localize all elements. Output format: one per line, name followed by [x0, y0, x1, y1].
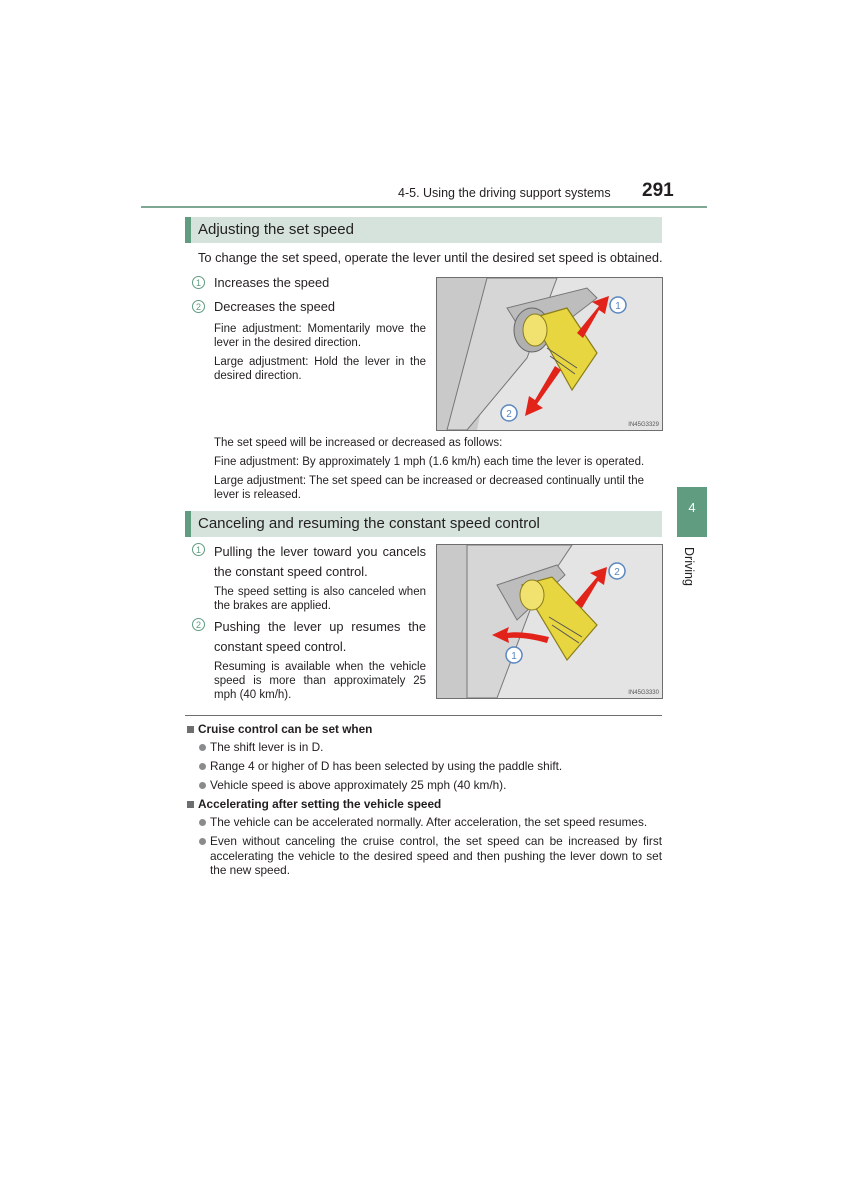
bullet-increase-set-speed: Even without canceling the cruise control, the set speed can be increased by first accelerating the vehicle to the desired speed and then pushing the lever down to set the new speed.	[210, 834, 662, 877]
section-heading-cancel-resume: Canceling and resuming the constant speed control	[185, 511, 662, 537]
bullet-vehicle-speed: Vehicle speed is above approximately 25 mph (40 km/h).	[210, 778, 507, 792]
step-text-resume: Pushing the lever up resumes the constant speed control.	[214, 619, 426, 654]
info-heading-accelerating: Accelerating after setting the vehicle speed	[198, 797, 442, 811]
info-square-icon	[187, 801, 194, 808]
callout-1-adjust: 1	[615, 301, 621, 312]
after-text-intro: The set speed will be increased or decreased as follows:	[214, 437, 503, 449]
bullet-accelerate-normally: The vehicle can be accelerated normally. After acceleration, the set speed resumes.	[210, 815, 648, 829]
callout-2-adjust: 2	[506, 409, 512, 420]
bullet-shift-lever: The shift lever is in D.	[210, 740, 324, 754]
after-text-fine: Fine adjustment: By approximately 1 mph (1.6 km/h) each time the lever is operated.	[214, 456, 645, 468]
image-code-1: IN45G3329	[628, 422, 659, 428]
header-rule	[141, 206, 707, 208]
section-heading-adjust: Adjusting the set speed	[185, 217, 662, 243]
page-number: 291	[642, 180, 674, 201]
chapter-label-text: Driving	[682, 547, 696, 586]
callout-2-cancel: 2	[614, 567, 620, 578]
chapter-label	[674, 547, 704, 607]
lever-illustration-adjust	[436, 277, 663, 431]
lever-drawing-adjust	[437, 278, 662, 430]
step-number-1-cancel: 1	[192, 543, 205, 556]
lever-illustration-cancel	[436, 544, 663, 699]
step-text-decrease: Decreases the speed	[214, 299, 335, 314]
bullet-icon	[199, 838, 206, 845]
info-heading-cruise-set: Cruise control can be set when	[198, 722, 373, 736]
step-number-2-resume: 2	[192, 618, 205, 631]
bullet-icon	[199, 763, 206, 770]
lever-drawing-cancel	[437, 545, 662, 698]
step-number-2: 2	[192, 300, 205, 313]
bullet-icon	[199, 744, 206, 751]
bullet-icon	[199, 819, 206, 826]
step-text-cancel: Pulling the lever toward you cancels the constant speed control.	[214, 544, 426, 579]
note-cancel-brakes: The speed setting is also canceled when the brakes are applied.	[214, 586, 426, 612]
info-square-icon	[187, 726, 194, 733]
chapter-tab: 4	[677, 487, 707, 537]
bullet-icon	[199, 782, 206, 789]
bullet-range: Range 4 or higher of D has been selected by using the paddle shift.	[210, 759, 563, 773]
running-header-title: 4-5. Using the driving support systems	[398, 186, 611, 200]
note-fine-adjustment: Fine adjustment: Momentarily move the lever in the desired direction.	[214, 323, 426, 349]
step-number-1: 1	[192, 276, 205, 289]
after-text-large: Large adjustment: The set speed can be increased or decreased continually until the lever is released.	[214, 475, 645, 501]
note-large-adjustment: Large adjustment: Hold the lever in the desired direction.	[214, 356, 426, 382]
image-code-2: IN45G3330	[628, 690, 659, 696]
note-resume-speed: Resuming is available when the vehicle speed is more than approximately 25 mph (40 km/h).	[214, 661, 426, 701]
step-text-increase: Increases the speed	[214, 275, 330, 290]
section-intro: To change the set speed, operate the lever until the desired set speed is obtained.	[198, 250, 663, 265]
callout-1-cancel: 1	[511, 651, 517, 662]
section-divider	[185, 715, 662, 716]
